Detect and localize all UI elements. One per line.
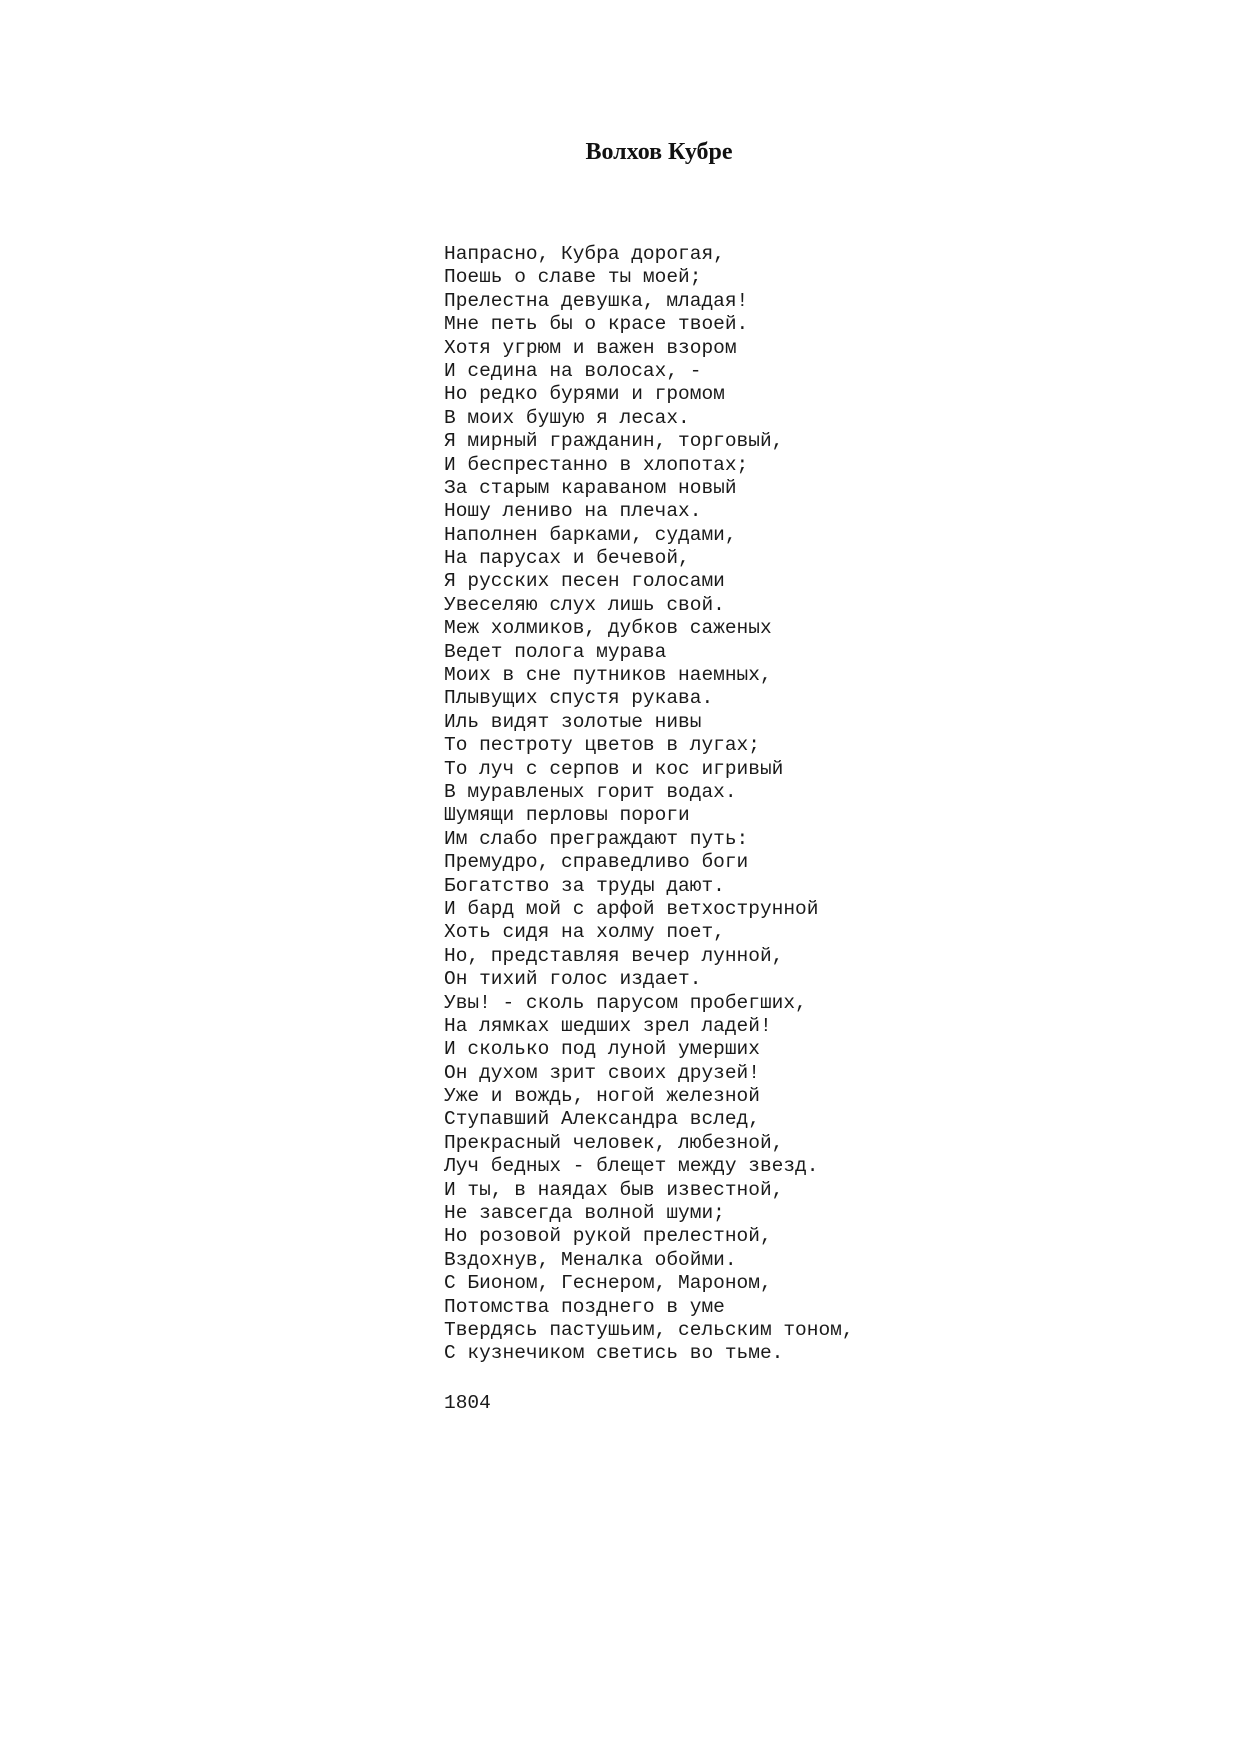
poem-line: Уже и вождь, ногой железной: [444, 1085, 760, 1108]
poem-line: Увеселяю слух лишь свой.: [444, 593, 725, 616]
poem-line: Прелестна девушка, младая!: [444, 289, 749, 312]
poem-line: Наполнен барками, судами,: [444, 523, 737, 546]
poem-line: Но, представляя вечер лунной,: [444, 944, 784, 967]
poem-line: Шумящи перловы пороги: [444, 804, 690, 827]
poem-line: И ты, в наядах быв известной,: [444, 1178, 784, 1201]
poem-line: На лямках шедших зрел ладей!: [444, 1014, 772, 1037]
poem-line: Мне петь бы о красе твоей.: [444, 313, 749, 336]
poem-line: Вздохнув, Меналка обойми.: [444, 1248, 737, 1271]
poem-line: Иль видят золотые нивы: [444, 710, 702, 733]
poem-year: 1804: [444, 1392, 491, 1414]
poem-line: Плывущих спустя рукава.: [444, 687, 714, 710]
poem-line: В муравленых горит водах.: [444, 780, 737, 803]
poem-line: Но розовой рукой прелестной,: [444, 1225, 772, 1248]
poem-line: Поешь о славе ты моей;: [444, 266, 702, 289]
poem-title: Волхов Кубре: [585, 139, 733, 165]
poem-line: То луч с серпов и кос игривый: [444, 757, 784, 780]
poem-line: Богатство за труды дают.: [444, 874, 725, 897]
poem-line: Моих в сне путников наемных,: [444, 664, 772, 687]
poem-line: Хоть сидя на холму поет,: [444, 921, 725, 944]
poem-line: Я мирный гражданин, торговый,: [444, 430, 784, 453]
poem-body: [444, 243, 854, 1366]
poem-line: Не завсегда волной шуми;: [444, 1202, 725, 1225]
poem-line: И бард мой с арфой ветхострунной: [444, 897, 819, 920]
poem-line: Премудро, справедливо боги: [444, 851, 749, 874]
poem-line: Прекрасный человек, любезной,: [444, 1131, 784, 1154]
poem-line: На парусах и бечевой,: [444, 547, 690, 570]
poem-line: Но редко бурями и громом: [444, 383, 725, 406]
poem-line: Им слабо преграждают путь:: [444, 827, 749, 850]
poem-line: Потомства позднего в уме: [444, 1295, 725, 1318]
poem-line: Он духом зрит своих друзей!: [444, 1061, 760, 1084]
poem-line: И седина на волосах, -: [444, 359, 702, 382]
poem-line: Напрасно, Кубра дорогая,: [444, 243, 725, 265]
poem-line: С Бионом, Геснером, Мароном,: [444, 1272, 772, 1295]
poem-line: Меж холмиков, дубков саженых: [444, 617, 772, 640]
poem-line: Твердясь пастушьим, сельским тоном,: [444, 1318, 854, 1341]
poem-line: Хотя угрюм и важен взором: [444, 336, 737, 359]
poem-line: За старым караваном новый: [444, 476, 737, 499]
poem-line: Я русских песен голосами: [444, 570, 725, 593]
poem-line: Ступавший Александра вслед,: [444, 1108, 760, 1131]
poem-line: И сколько под луной умерших: [444, 1038, 760, 1061]
poem-line: С кузнечиком светись во тьме.: [444, 1342, 784, 1365]
poem-line: Он тихий голос издает.: [444, 968, 702, 991]
poem-line: Луч бедных - блещет между звезд.: [444, 1155, 819, 1178]
poem-line: То пестроту цветов в лугах;: [444, 734, 760, 757]
poem-line: И беспрестанно в хлопотах;: [444, 453, 749, 476]
poem-line: Ведет полога мурава: [444, 640, 667, 663]
poem-line: Ношу лениво на плечах.: [444, 500, 702, 523]
poem-line: Увы! - сколь парусом пробегших,: [444, 991, 807, 1014]
poem-line: В моих бушую я лесах.: [444, 406, 690, 429]
